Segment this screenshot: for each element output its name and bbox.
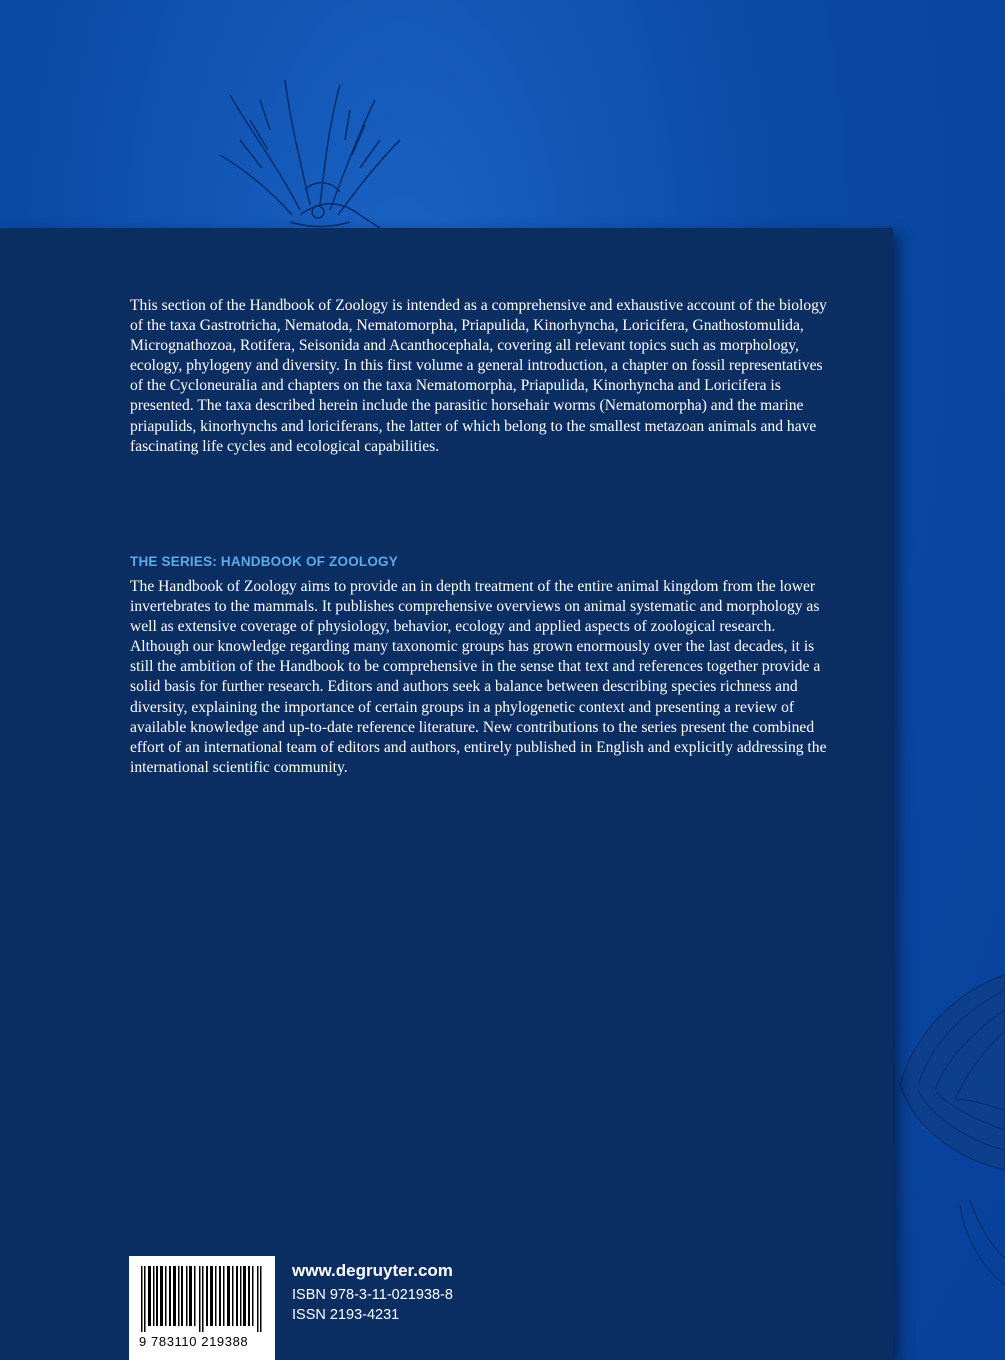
intro-paragraph: This section of the Handbook of Zoology is intended as a comprehensive and exhaustive account of the biology of the taxa Gastrotricha, Nematoda, Nematomorpha, Priapulida, Kinorhyncha, Loricifera, Gnathostomulida, Micrognathozoa, Rotifera, Seisonida and Acanthocephala, covering all relevant topics such as morphology, ecology, phylogeny and diversity. In this first volume a general introduction, a chapter on fossil representatives of the Cycloneuralia and chapters on the taxa Nematomorpha, Priapulida, Kinorhyncha and Loricifera is presented. The taxa described herein include the parasitic horsehair worms (Nematomorpha) and the marine priapulids, kinorhynchs and loriciferans, the latter of which belong to the smallest metazoan animals and have fascinating life cycles and ecological capabilities.: [130, 297, 827, 455]
series-heading: THE SERIES: HANDBOOK OF ZOOLOGY: [130, 554, 398, 569]
publisher-info: [292, 1261, 453, 1325]
publisher-url[interactable]: www.degruyter.com: [292, 1261, 453, 1280]
shell-illustration: [900, 975, 1005, 1285]
barcode-bars: [141, 1266, 263, 1332]
series-paragraph: The Handbook of Zoology aims to provide an in depth treatment of the entire animal kingdom from the lower invertebrates to the mammals. It publishes comprehensive overviews on animal systematic and morphology as well as extensive coverage of physiology, behavior, ecology and applied aspects of zoological research. Although our knowledge regarding many taxonomic groups has grown enormously over the last decades, it is still the ambition of the Handbook to be comprehensive in the sense that text and references together provide a solid basis for further research. Editors and authors seek a balance between describing species richness and diversity, explaining the importance of certain groups in a phylogenetic context and presenting a review of available knowledge and up-to-date reference literature. New contributions to the series present the combined effort of an international team of editors and authors, entirely published in English and explicitly addressing the international scientific community.: [130, 578, 827, 776]
barcode-number: 9 783110 219388: [139, 1334, 249, 1349]
barcode: [129, 1256, 275, 1360]
rotifer-illustration: [220, 80, 400, 228]
isbn: ISBN 978-3-11-021938-8: [292, 1287, 453, 1303]
issn: ISSN 2193-4231: [292, 1307, 400, 1323]
